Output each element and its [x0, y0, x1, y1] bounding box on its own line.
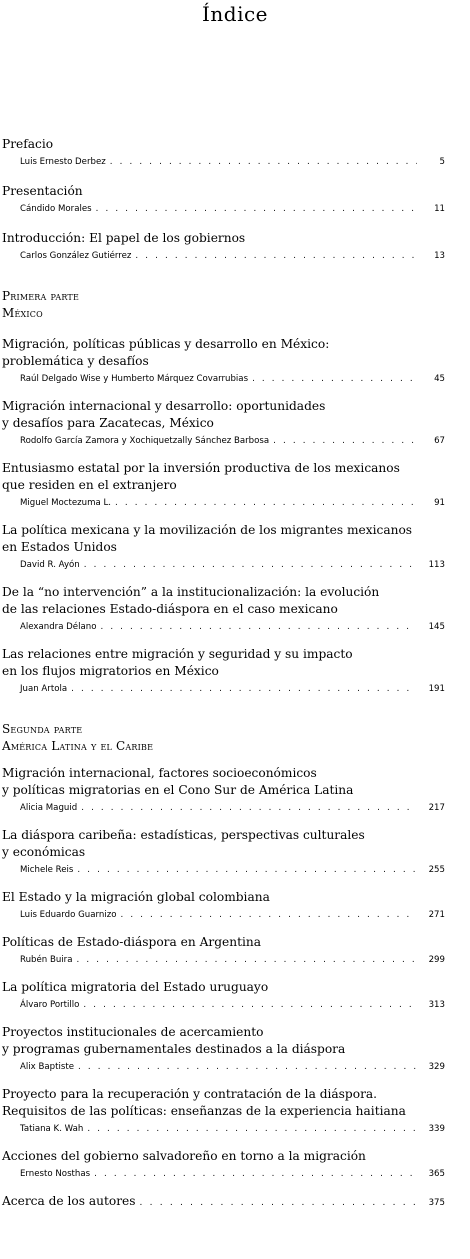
- entry-author: Ernesto Nosthas: [20, 1169, 91, 1179]
- dot-leader: [110, 156, 417, 168]
- entry-author: Michele Reis: [20, 865, 74, 875]
- entry-author: Raúl Delgado Wise y Humberto Márquez Covarrubias: [20, 374, 249, 384]
- entry-author: Carlos González Gutiérrez: [20, 251, 132, 261]
- dot-leader: [100, 621, 417, 633]
- page-number: 339: [428, 1124, 445, 1134]
- toc-entry[interactable]: [2, 136, 445, 168]
- entry-title: Migración internacional, factores socioeconómicos y políticas migratorias en el Cono Sur de América Latina: [2, 766, 354, 797]
- entry-title: Introducción: El papel de los gobiernos: [2, 231, 246, 245]
- toc-entry[interactable]: [2, 934, 445, 966]
- toc-entry[interactable]: [2, 1148, 445, 1180]
- toc-entry[interactable]: [2, 336, 445, 385]
- toc-entry[interactable]: [2, 230, 445, 262]
- page-number: 11: [434, 204, 445, 214]
- entry-title: Acerca de los autores: [2, 1194, 136, 1208]
- toc-entry[interactable]: [2, 1086, 445, 1135]
- toc-entry[interactable]: [2, 522, 445, 571]
- entry-title: La diáspora caribeña: estadísticas, perspectivas culturales y económicas: [2, 828, 365, 859]
- entry-author: Alexandra Délano: [20, 622, 97, 632]
- toc-entry[interactable]: [2, 183, 445, 215]
- entry-author: Juan Artola: [20, 684, 68, 694]
- dot-leader: [96, 203, 417, 215]
- entry-title: Políticas de Estado-diáspora en Argentina: [2, 935, 261, 949]
- page-number: 67: [434, 436, 445, 446]
- page-number: 329: [428, 1062, 445, 1072]
- entry-title: La política mexicana y la movilización de los migrantes mexicanos en Estados Unidos: [2, 523, 413, 554]
- dot-leader: [76, 954, 417, 966]
- dot-leader: [84, 559, 417, 571]
- toc-entry[interactable]: [2, 398, 445, 447]
- entry-title: El Estado y la migración global colombiana: [2, 890, 270, 904]
- part-label: Segunda parte: [2, 722, 83, 736]
- part-name: México: [2, 306, 43, 320]
- page-number: 5: [439, 157, 445, 167]
- dot-leader: [77, 864, 417, 876]
- toc-entry[interactable]: [2, 1024, 445, 1073]
- entry-author: Luis Ernesto Derbez: [20, 157, 106, 167]
- entry-author: Rodolfo García Zamora y Xochiquetzally Sánchez Barbosa: [20, 436, 270, 446]
- entry-title: La política migratoria del Estado uruguayo: [2, 980, 269, 994]
- toc-entry[interactable]: [2, 889, 445, 921]
- page-number: 217: [428, 803, 445, 813]
- page-number: 365: [428, 1169, 445, 1179]
- page-number: 145: [428, 622, 445, 632]
- part-heading: [2, 721, 445, 755]
- entry-title: Migración internacional y desarrollo: oportunidades y desafíos para Zacatecas, México: [2, 399, 326, 430]
- dot-leader: [252, 373, 417, 385]
- page-title: Índice: [201, 2, 269, 26]
- entry-title: Migración, políticas públicas y desarrollo en México: problemática y desafíos: [2, 337, 330, 368]
- dot-leader: [87, 1123, 417, 1135]
- dot-leader: [140, 1195, 417, 1212]
- entry-author: Álvaro Portillo: [20, 1000, 80, 1010]
- entry-author: Cándido Morales: [20, 204, 92, 214]
- part-heading: [2, 288, 445, 322]
- dot-leader: [78, 1061, 417, 1073]
- toc-entry[interactable]: [2, 584, 445, 633]
- table-of-contents: [2, 136, 445, 1212]
- entry-author: Rubén Buira: [20, 955, 73, 965]
- dot-leader: [83, 999, 417, 1011]
- toc-entry[interactable]: [2, 979, 445, 1011]
- entry-title: Presentación: [2, 184, 83, 198]
- entry-author: Luis Eduardo Guarnizo: [20, 910, 117, 920]
- page-number: 313: [428, 1000, 445, 1010]
- entry-title: Prefacio: [2, 137, 54, 151]
- page-number: 191: [428, 684, 445, 694]
- dot-leader: [94, 1168, 417, 1180]
- entry-title: Las relaciones entre migración y seguridad y su impacto en los flujos migratorios en México: [2, 647, 353, 678]
- dot-leader: [71, 683, 417, 695]
- entry-title: Acciones del gobierno salvadoreño en torno a la migración: [2, 1149, 366, 1163]
- entry-title: Proyecto para la recuperación y contratación de la diáspora. Requisitos de las políticas: enseñanzas de la experiencia haitiana: [2, 1087, 406, 1118]
- page-number: 299: [428, 955, 445, 965]
- toc-entry[interactable]: [2, 765, 445, 814]
- entry-author: Miguel Moctezuma L.: [20, 498, 112, 508]
- entry-title: De la “no intervención” a la institucionalización: la evolución de las relaciones Estado-diáspora en el caso mexicano: [2, 585, 380, 616]
- page-number: 113: [428, 560, 445, 570]
- dot-leader: [120, 909, 417, 921]
- entry-title: Entusiasmo estatal por la inversión productiva de los mexicanos que residen en el extranjero: [2, 461, 400, 492]
- toc-entry[interactable]: [2, 460, 445, 509]
- page-number: 271: [428, 910, 445, 920]
- dot-leader: [135, 250, 417, 262]
- toc-entry[interactable]: [2, 646, 445, 695]
- toc-entry-authors[interactable]: [2, 1193, 445, 1212]
- entry-author: Alicia Maguid: [20, 803, 78, 813]
- page-number: 375: [428, 1198, 445, 1208]
- page-number: 255: [428, 865, 445, 875]
- page-number: 45: [434, 374, 445, 384]
- dot-leader: [81, 802, 417, 814]
- dot-leader: [115, 497, 417, 509]
- entry-author: David R. Ayón: [20, 560, 80, 570]
- dot-leader: [273, 435, 417, 447]
- part-name: América Latina y el Caribe: [2, 739, 154, 753]
- entry-title: Proyectos institucionales de acercamiento y programas gubernamentales destinados a la diáspora: [2, 1025, 346, 1056]
- part-label: Primera parte: [2, 289, 79, 303]
- toc-entry[interactable]: [2, 827, 445, 876]
- entry-author: Alix Baptiste: [20, 1062, 74, 1072]
- page-number: 91: [434, 498, 445, 508]
- entry-author: Tatiana K. Wah: [20, 1124, 84, 1134]
- page-number: 13: [434, 251, 445, 261]
